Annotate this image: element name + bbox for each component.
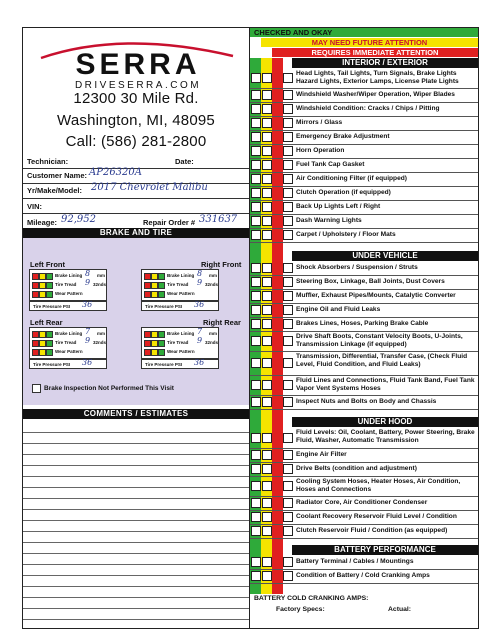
yellow-checkbox[interactable] — [262, 464, 272, 474]
yellow-box[interactable] — [39, 291, 46, 298]
tread-label: Tire Tread — [167, 282, 189, 287]
green-checkbox[interactable] — [251, 188, 261, 198]
checklist-item-label: Dash Warning Lights — [296, 217, 362, 224]
green-box[interactable] — [158, 273, 165, 280]
address-city: Washington, MI, 48095 — [57, 112, 215, 129]
red-box[interactable] — [32, 340, 39, 347]
comment-line — [23, 498, 249, 499]
mileage-label: Mileage: — [27, 218, 58, 227]
red-box[interactable] — [144, 331, 151, 338]
red-checkbox[interactable] — [283, 571, 293, 581]
green-checkbox[interactable] — [251, 263, 261, 273]
address-phone: Call: (586) 281-2800 — [65, 133, 207, 150]
red-checkbox[interactable] — [283, 512, 293, 522]
checklist-row — [250, 186, 478, 201]
green-checkbox[interactable] — [251, 216, 261, 226]
yellow-box[interactable] — [151, 291, 158, 298]
green-checkbox[interactable] — [251, 464, 261, 474]
checklist-row — [250, 331, 478, 352]
right-rear-label: Right Rear — [203, 318, 241, 327]
yellow-checkbox[interactable] — [262, 571, 272, 581]
yellow-checkbox[interactable] — [262, 512, 272, 522]
red-checkbox[interactable] — [283, 73, 293, 83]
checklist-item-label: Clutch Reservoir Fluid / Condition (as equipped) — [296, 527, 448, 534]
checklist-row — [250, 130, 478, 145]
green-column-top — [250, 58, 261, 67]
yellow-checkbox[interactable] — [262, 336, 272, 346]
brake-not-performed-label: Brake Inspection Not Performed This Visit — [44, 385, 174, 392]
checklist-item-label: Drive Belts (condition and adjustment) — [296, 465, 417, 472]
green-checkbox[interactable] — [251, 230, 261, 240]
nds-label: 32nds — [93, 282, 107, 287]
red-checkbox[interactable] — [283, 132, 293, 142]
green-checkbox[interactable] — [251, 481, 261, 491]
legend-ok: CHECKED AND OKAY — [250, 28, 478, 37]
yellow-checkbox[interactable] — [262, 104, 272, 114]
yellow-checkbox[interactable] — [262, 498, 272, 508]
checklist-item-label: Windshield Washer/Wiper Operation, Wiper Blades — [296, 91, 455, 98]
section-header: UNDER HOOD — [292, 417, 478, 427]
rf-panel — [141, 269, 219, 301]
yellow-checkbox[interactable] — [262, 202, 272, 212]
customer-value[interactable]: AP26320A — [89, 167, 142, 178]
checklist-item-label: Drive Shaft Boots, Constant Velocity Boots, U-Joints, Transmission Linkage (if equipped) — [296, 333, 463, 348]
nds-label: 32nds — [205, 340, 219, 345]
checklist-item-label: Windshield Condition: Cracks / Chips / Pitting — [296, 105, 440, 112]
red-checkbox[interactable] — [283, 450, 293, 460]
checklist-row — [250, 569, 478, 584]
red-checkbox[interactable] — [283, 305, 293, 315]
comment-line — [23, 443, 249, 444]
comment-line — [23, 476, 249, 477]
checklist-item-label: Engine Air Filter — [296, 451, 347, 458]
checklist-row — [250, 303, 478, 318]
checklist-row — [250, 289, 478, 304]
red-box[interactable] — [144, 340, 151, 347]
green-checkbox[interactable] — [251, 336, 261, 346]
lining-label: Brake Lining — [167, 331, 195, 336]
checklist-item-label: Emergency Brake Adjustment — [296, 133, 390, 140]
checklist-row — [250, 448, 478, 463]
ymm-label: Yr/Make/Model: — [27, 186, 83, 195]
checklist-item-label: Cooling System Hoses, Heater Hoses, Air Condition, Hoses and Connections — [296, 478, 461, 493]
yellow-checkbox[interactable] — [262, 160, 272, 170]
checklist-row — [250, 200, 478, 215]
comment-line — [23, 432, 249, 433]
yellow-checkbox[interactable] — [262, 230, 272, 240]
checklist-row — [250, 261, 478, 276]
tread-label: Tire Tread — [167, 340, 189, 345]
green-checkbox[interactable] — [251, 358, 261, 368]
checklist-row — [250, 88, 478, 103]
red-checkbox[interactable] — [283, 263, 293, 273]
red-checkbox[interactable] — [283, 526, 293, 536]
red-checkbox[interactable] — [283, 188, 293, 198]
vin-label: VIN: — [27, 202, 42, 211]
rf-tread-value[interactable]: 9 — [197, 278, 203, 287]
lr-psi-value[interactable]: 36 — [82, 358, 93, 367]
yellow-checkbox[interactable] — [262, 90, 272, 100]
red-checkbox[interactable] — [283, 90, 293, 100]
date-label: Date: — [175, 157, 194, 166]
red-checkbox[interactable] — [283, 160, 293, 170]
checklist-row — [250, 144, 478, 159]
red-column-top — [272, 58, 283, 67]
yellow-box[interactable] — [151, 340, 158, 347]
checklist-row — [250, 462, 478, 477]
red-box[interactable] — [144, 291, 151, 298]
section-header: INTERIOR / EXTERIOR — [292, 58, 478, 68]
green-checkbox[interactable] — [251, 174, 261, 184]
red-checkbox[interactable] — [283, 319, 293, 329]
red-checkbox[interactable] — [283, 358, 293, 368]
lining-label: Brake Lining — [167, 273, 195, 278]
yellow-checkbox[interactable] — [262, 146, 272, 156]
section-header: BATTERY PERFORMANCE — [292, 545, 478, 555]
address-street: 12300 30 Mile Rd. — [73, 90, 199, 107]
lf-lining-value[interactable]: 8 — [85, 269, 91, 278]
checklist-row — [250, 510, 478, 525]
checklist-item-label: Air Conditioning Filter (if equipped) — [296, 175, 407, 182]
section-header: UNDER VEHICLE — [292, 251, 478, 261]
comment-line — [23, 619, 249, 620]
green-checkbox[interactable] — [251, 277, 261, 287]
red-checkbox[interactable] — [283, 202, 293, 212]
red-checkbox[interactable] — [283, 104, 293, 114]
comment-line — [23, 575, 249, 576]
right-column — [250, 28, 478, 628]
rf-psi-value[interactable]: 36 — [194, 300, 205, 309]
red-checkbox[interactable] — [283, 464, 293, 474]
left-rear-label: Left Rear — [30, 318, 63, 327]
green-checkbox[interactable] — [251, 557, 261, 567]
red-checkbox[interactable] — [283, 291, 293, 301]
left-column — [23, 28, 250, 628]
comment-line — [23, 564, 249, 565]
checklist-item-label: Brakes Lines, Hoses, Parking Brake Cable — [296, 320, 429, 327]
yellow-box[interactable] — [151, 331, 158, 338]
logo-sub: DRIVESERRA.COM — [74, 80, 202, 91]
comment-line — [23, 597, 249, 598]
rr-panel — [141, 327, 219, 359]
yellow-box[interactable] — [39, 331, 46, 338]
psi-label: Tire Pressure PSI — [33, 304, 71, 309]
red-box[interactable] — [32, 291, 39, 298]
red-checkbox[interactable] — [283, 336, 293, 346]
customer-label: Customer Name: — [27, 171, 88, 180]
yellow-box[interactable] — [39, 349, 46, 356]
left-front-label: Left Front — [30, 260, 65, 269]
green-checkbox[interactable] — [251, 132, 261, 142]
lr-tread-value[interactable]: 9 — [85, 336, 91, 345]
psi-label: Tire Pressure PSI — [33, 362, 71, 367]
red-box[interactable] — [144, 349, 151, 356]
yellow-checkbox[interactable] — [262, 291, 272, 301]
lr-lining-value[interactable]: 7 — [85, 327, 91, 336]
yellow-checkbox[interactable] — [262, 481, 272, 491]
rf-psi-box — [141, 301, 219, 311]
legend-immediate: REQUIRES IMMEDIATE ATTENTION — [272, 48, 478, 57]
yellow-checkbox[interactable] — [262, 526, 272, 536]
serra-logo — [33, 36, 243, 96]
green-checkbox[interactable] — [251, 90, 261, 100]
psi-label: Tire Pressure PSI — [145, 362, 183, 367]
red-box[interactable] — [32, 349, 39, 356]
red-box[interactable] — [32, 273, 39, 280]
rr-lining-value[interactable]: 7 — [197, 327, 203, 336]
ymm-value[interactable]: 2017 Chevrolet Malibu — [91, 182, 208, 193]
checklist-row — [250, 476, 478, 497]
green-checkbox[interactable] — [251, 571, 261, 581]
green-box[interactable] — [46, 291, 53, 298]
repair-label: Repair Order # — [143, 218, 196, 227]
green-checkbox[interactable] — [251, 380, 261, 390]
checklist-row — [250, 375, 478, 396]
red-checkbox[interactable] — [283, 118, 293, 128]
lr-panel — [29, 327, 107, 359]
lf-panel — [29, 269, 107, 301]
green-box[interactable] — [46, 331, 53, 338]
rr-psi-value[interactable]: 36 — [194, 358, 205, 367]
mm-label: mm — [209, 273, 218, 278]
green-checkbox[interactable] — [251, 160, 261, 170]
checklist-item-label: Battery Terminal / Cables / Mountings — [296, 558, 414, 565]
comment-line — [23, 608, 249, 609]
comment-line — [23, 531, 249, 532]
red-checkbox[interactable] — [283, 557, 293, 567]
mm-label: mm — [97, 331, 106, 336]
green-box[interactable] — [46, 340, 53, 347]
green-checkbox[interactable] — [251, 291, 261, 301]
tread-label: Tire Tread — [55, 340, 77, 345]
rr-psi-box — [141, 359, 219, 369]
checklist-row — [250, 102, 478, 117]
green-box[interactable] — [46, 349, 53, 356]
lr-psi-box — [29, 359, 107, 369]
comment-line — [23, 487, 249, 488]
comment-line — [23, 509, 249, 510]
green-checkbox[interactable] — [251, 512, 261, 522]
yellow-checkbox[interactable] — [262, 433, 272, 443]
yellow-checkbox[interactable] — [262, 358, 272, 368]
checklist-row — [250, 555, 478, 570]
green-checkbox[interactable] — [251, 104, 261, 114]
factory-specs-label: Factory Specs: — [276, 606, 325, 613]
comment-line — [23, 520, 249, 521]
checklist-row — [250, 395, 478, 410]
checklist-item-label: Shock Absorbers / Suspension / Struts — [296, 264, 418, 271]
yellow-checkbox[interactable] — [262, 305, 272, 315]
green-checkbox[interactable] — [251, 450, 261, 460]
yellow-checkbox[interactable] — [262, 216, 272, 226]
rr-tread-value[interactable]: 9 — [197, 336, 203, 345]
checklist-row — [250, 172, 478, 187]
green-checkbox[interactable] — [251, 433, 261, 443]
checklist-item-label: Carpet / Upholstery / Floor Mats — [296, 231, 396, 238]
brake-tire-title: BRAKE AND TIRE — [23, 228, 249, 238]
yellow-checkbox[interactable] — [262, 557, 272, 567]
yellow-checkbox[interactable] — [262, 450, 272, 460]
yellow-box[interactable] — [39, 273, 46, 280]
psi-label: Tire Pressure PSI — [145, 304, 183, 309]
red-box[interactable] — [144, 282, 151, 289]
checklist-item-label: Fluid Levels: Oil, Coolant, Battery, Power Steering, Brake Fluid, Washer, Automatic Transmission — [296, 429, 475, 444]
green-checkbox[interactable] — [251, 118, 261, 128]
checklist-item-label: Transmission, Differential, Transfer Case, (Check Fluid Level, Fluid Condition, and Fluid Leaks) — [296, 353, 468, 368]
yellow-checkbox[interactable] — [262, 188, 272, 198]
checklist-item-label: Muffler, Exhaust Pipes/Mounts, Catalytic Converter — [296, 292, 456, 299]
checklist-row — [250, 496, 478, 511]
logo-brand: SERRA — [75, 48, 201, 81]
yellow-checkbox[interactable] — [262, 118, 272, 128]
lf-tread-value[interactable]: 9 — [85, 278, 91, 287]
wear-label: Wear Pattern — [167, 291, 195, 296]
red-checkbox[interactable] — [283, 216, 293, 226]
green-checkbox[interactable] — [251, 319, 261, 329]
red-checkbox[interactable] — [283, 230, 293, 240]
yellow-checkbox[interactable] — [262, 132, 272, 142]
checklist-item-label: Mirrors / Glass — [296, 119, 343, 126]
checklist-row — [250, 228, 478, 243]
checklist-item-label: Fluid Lines and Connections, Fluid Tank Band, Fuel Tank Vapor Vent Systems Hoses — [296, 377, 475, 392]
green-box[interactable] — [158, 349, 165, 356]
comments-title: COMMENTS / ESTIMATES — [23, 409, 249, 419]
mileage-value[interactable]: 92,952 — [61, 214, 96, 225]
red-checkbox[interactable] — [283, 174, 293, 184]
checklist-item-label: Inspect Nuts and Bolts on Body and Chassis — [296, 398, 437, 405]
comment-line — [23, 553, 249, 554]
checklist-item-label: Engine Oil and Fluid Leaks — [296, 306, 381, 313]
comment-line — [23, 454, 249, 455]
yellow-checkbox[interactable] — [262, 277, 272, 287]
checklist-row — [250, 524, 478, 539]
yellow-checkbox[interactable] — [262, 397, 272, 407]
technician-label: Technician: — [27, 157, 69, 166]
checklist-row — [250, 427, 478, 449]
rf-lining-value[interactable]: 8 — [197, 269, 203, 278]
checklist-row — [250, 116, 478, 131]
wear-label: Wear Pattern — [55, 291, 83, 296]
brake-not-performed-checkbox[interactable] — [32, 384, 41, 393]
green-checkbox[interactable] — [251, 397, 261, 407]
repair-value[interactable]: 331637 — [199, 214, 238, 225]
nds-label: 32nds — [205, 282, 219, 287]
lf-psi-box — [29, 301, 107, 311]
checklist-item-label: Fuel Tank Cap Gasket — [296, 161, 365, 168]
checklist-row — [250, 214, 478, 229]
mm-label: mm — [209, 331, 218, 336]
red-box[interactable] — [32, 331, 39, 338]
green-checkbox[interactable] — [251, 202, 261, 212]
yellow-box[interactable] — [151, 282, 158, 289]
lining-label: Brake Lining — [55, 331, 83, 336]
comment-line — [23, 465, 249, 466]
green-checkbox[interactable] — [251, 498, 261, 508]
red-checkbox[interactable] — [283, 380, 293, 390]
checklist-row — [250, 68, 478, 89]
yellow-box[interactable] — [151, 273, 158, 280]
green-box[interactable] — [46, 273, 53, 280]
red-checkbox[interactable] — [283, 498, 293, 508]
yellow-box[interactable] — [151, 349, 158, 356]
checklist-row — [250, 158, 478, 173]
red-box[interactable] — [32, 282, 39, 289]
checklist-item-label: Coolant Recovery Reservoir Fluid Level / Condition — [296, 513, 457, 520]
red-checkbox[interactable] — [283, 146, 293, 156]
cca-title: BATTERY COLD CRANKING AMPS: — [254, 595, 369, 602]
yellow-box[interactable] — [39, 282, 46, 289]
comment-line — [23, 586, 249, 587]
green-box[interactable] — [158, 331, 165, 338]
checklist-item-label: Back Up Lights Left / Right — [296, 203, 381, 210]
wear-label: Wear Pattern — [167, 349, 195, 354]
green-box[interactable] — [46, 282, 53, 289]
yellow-checkbox[interactable] — [262, 73, 272, 83]
green-checkbox[interactable] — [251, 73, 261, 83]
red-checkbox[interactable] — [283, 397, 293, 407]
right-front-label: Right Front — [201, 260, 242, 269]
yellow-checkbox[interactable] — [262, 174, 272, 184]
checklist-row — [250, 351, 478, 376]
divider — [23, 198, 249, 199]
checklist-item-label: Head Lights, Tail Lights, Turn Signals, Brake Lights Hazard Lights, Exterior Lamps, License Plate Lights — [296, 70, 459, 85]
yellow-column-top — [261, 58, 272, 67]
green-box[interactable] — [158, 282, 165, 289]
red-checkbox[interactable] — [283, 433, 293, 443]
checklist-row — [250, 275, 478, 290]
checklist-item-label: Condition of Battery / Cold Cranking Amps — [296, 572, 430, 579]
green-checkbox[interactable] — [251, 146, 261, 156]
checklist-item-label: Radiator Core, Air Conditioner Condenser — [296, 499, 428, 506]
nds-label: 32nds — [93, 340, 107, 345]
comment-line — [23, 542, 249, 543]
green-box[interactable] — [158, 291, 165, 298]
checklist-item-label: Steering Box, Linkage, Ball Joints, Dust Covers — [296, 278, 445, 285]
lining-label: Brake Lining — [55, 273, 83, 278]
red-checkbox[interactable] — [283, 277, 293, 287]
green-checkbox[interactable] — [251, 305, 261, 315]
inspection-form — [22, 27, 479, 629]
checklist-item-label: Clutch Operation (if equipped) — [296, 189, 391, 196]
brake-tire-section — [23, 238, 249, 405]
yellow-checkbox[interactable] — [262, 263, 272, 273]
green-checkbox[interactable] — [251, 526, 261, 536]
green-box[interactable] — [158, 340, 165, 347]
legend-future: MAY NEED FUTURE ATTENTION — [261, 38, 478, 47]
yellow-box[interactable] — [39, 340, 46, 347]
tread-label: Tire Tread — [55, 282, 77, 287]
checklist-item-label: Horn Operation — [296, 147, 345, 154]
mm-label: mm — [97, 273, 106, 278]
lf-psi-value[interactable]: 36 — [82, 300, 93, 309]
wear-label: Wear Pattern — [55, 349, 83, 354]
actual-label: Actual: — [388, 606, 412, 613]
red-box[interactable] — [144, 273, 151, 280]
yellow-checkbox[interactable] — [262, 380, 272, 390]
yellow-checkbox[interactable] — [262, 319, 272, 329]
checklist-row — [250, 317, 478, 332]
red-checkbox[interactable] — [283, 481, 293, 491]
